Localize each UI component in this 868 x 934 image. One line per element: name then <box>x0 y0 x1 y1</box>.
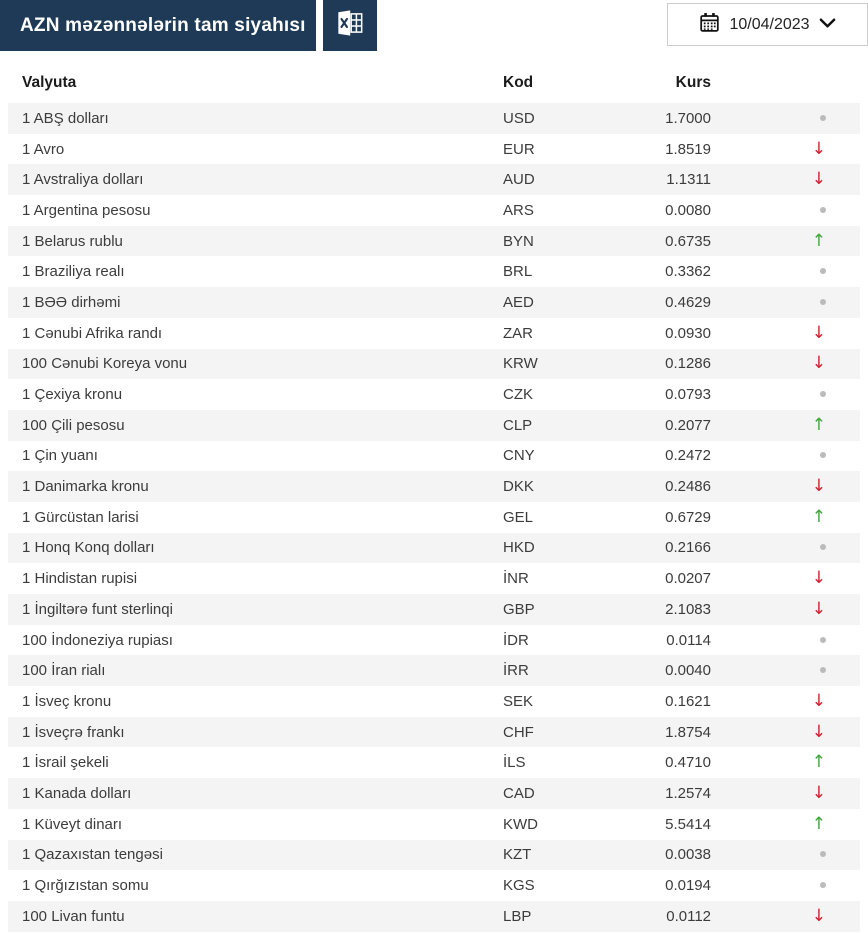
table-row <box>8 226 860 257</box>
table-row <box>8 686 860 717</box>
currency-name: 1 İngiltərə funt sterlinqi <box>22 600 173 618</box>
table-row <box>8 809 860 840</box>
trend-down-icon: ↓ <box>811 169 826 190</box>
currency-code: HKD <box>503 539 535 557</box>
currency-rate: 0.2166 <box>665 539 711 557</box>
currency-name: 1 Braziliya realı <box>22 263 125 281</box>
currency-name: 100 İndoneziya rupiası <box>22 631 173 649</box>
trend-none-icon <box>711 447 860 464</box>
trend-none-icon <box>711 386 860 403</box>
currency-code: ZAR <box>503 324 533 342</box>
table-row <box>8 410 860 441</box>
currency-rate: 1.1311 <box>666 171 711 189</box>
currency-name: 1 Qazaxıstan tengəsi <box>22 846 163 864</box>
table-row <box>8 840 860 871</box>
currency-rate: 1.7000 <box>665 109 711 127</box>
currency-code: CNY <box>503 447 535 465</box>
currency-name: 100 Cənubi Koreya vonu <box>22 355 188 373</box>
table-row <box>8 778 860 809</box>
trend-up-icon: ↑ <box>811 752 826 773</box>
currency-rate: 0.2486 <box>665 478 711 496</box>
currency-name: 1 ABŞ dolları <box>22 109 109 127</box>
table-header-row <box>8 51 860 103</box>
table-row <box>8 502 860 533</box>
currency-name: 1 Küveyt dinarı <box>22 815 123 833</box>
currency-name: 1 Avro <box>22 140 65 158</box>
table-row <box>8 379 860 410</box>
currency-code: İRR <box>503 662 529 680</box>
currency-rate: 0.0793 <box>665 386 711 404</box>
currency-code: AED <box>503 293 534 311</box>
currency-rate: 0.0194 <box>665 877 711 895</box>
currency-code: KRW <box>503 355 538 373</box>
currency-rate: 0.3362 <box>665 263 711 281</box>
currency-code: LBP <box>503 907 532 925</box>
trend-none-icon <box>711 539 860 556</box>
trend-up-icon: ↑ <box>811 506 826 527</box>
table-row <box>8 625 860 656</box>
trend-down-icon: ↓ <box>811 690 826 711</box>
currency-code: AUD <box>503 171 535 189</box>
currency-code: CLP <box>503 416 533 434</box>
currency-rate: 5.5414 <box>665 815 711 833</box>
currency-rate: 1.8519 <box>665 140 711 158</box>
currency-rate: 2.1083 <box>665 600 711 618</box>
trend-down-icon: ↓ <box>811 782 826 803</box>
currency-rate: 0.1621 <box>665 692 711 710</box>
table-row <box>8 594 860 625</box>
trend-none-icon <box>711 632 860 649</box>
chevron-down-icon <box>819 16 836 34</box>
currency-name: 1 İsveçrə frankı <box>22 723 125 741</box>
currency-rate: 0.4710 <box>665 754 711 772</box>
trend-down-icon: ↓ <box>811 598 826 619</box>
table-row <box>8 655 860 686</box>
currency-name: 1 Qırğızıstan somu <box>22 877 149 895</box>
trend-down-icon: ↓ <box>811 905 826 926</box>
column-header-rate: Kurs <box>675 74 711 91</box>
currency-rate: 0.2077 <box>665 416 711 434</box>
currency-name: 1 Gürcüstan larisi <box>22 508 139 526</box>
currency-name: 1 Hindistan rupisi <box>22 570 138 588</box>
column-header-code: Kod <box>503 74 534 91</box>
currency-name: 1 Avstraliya dolları <box>22 171 144 189</box>
date-value: 10/04/2023 <box>729 15 810 33</box>
trend-none-icon <box>711 294 860 311</box>
trend-none-icon <box>711 662 860 679</box>
currency-rate: 1.8754 <box>665 723 711 741</box>
currency-code: BYN <box>503 232 534 250</box>
table-row <box>8 103 860 134</box>
currency-code: GBP <box>503 600 535 618</box>
table-row <box>8 533 860 564</box>
currency-rate: 0.0114 <box>666 631 711 649</box>
currency-name: 1 İsrail şekeli <box>22 754 109 772</box>
currency-rate: 0.2472 <box>665 447 711 465</box>
currency-name: 100 Çili pesosu <box>22 416 125 434</box>
currency-code: CHF <box>503 723 534 741</box>
table-row <box>8 349 860 380</box>
trend-none-icon <box>711 110 860 127</box>
currency-code: İDR <box>503 631 529 649</box>
currency-rate: 0.1286 <box>665 355 711 373</box>
trend-none-icon <box>711 263 860 280</box>
currency-name: 1 Danimarka kronu <box>22 478 149 496</box>
trend-down-icon: ↓ <box>811 138 826 159</box>
currency-name: 100 Livan funtu <box>22 907 125 925</box>
currency-name: 1 İsveç kronu <box>22 692 112 710</box>
table-row <box>8 747 860 778</box>
currency-name: 1 Çin yuanı <box>22 447 98 465</box>
trend-down-icon: ↓ <box>811 721 826 742</box>
trend-none-icon <box>711 846 860 863</box>
trend-none-icon <box>711 202 860 219</box>
trend-down-icon: ↓ <box>811 353 826 374</box>
currency-name: 1 Belarus rublu <box>22 232 123 250</box>
currency-name: 100 İran rialı <box>22 662 106 680</box>
currency-rate: 0.6735 <box>665 232 711 250</box>
excel-icon <box>336 9 364 42</box>
trend-up-icon: ↑ <box>811 414 826 435</box>
calendar-icon <box>699 12 720 38</box>
table-row <box>8 870 860 901</box>
currency-name: 1 Çexiya kronu <box>22 386 123 404</box>
currency-code: ARS <box>503 201 534 219</box>
currency-rate: 0.0040 <box>665 662 711 680</box>
topbar <box>0 0 868 51</box>
currency-name: 1 Kanada dolları <box>22 784 132 802</box>
trend-up-icon: ↑ <box>811 230 826 251</box>
currency-name: 1 Argentina pesosu <box>22 201 151 219</box>
table-row <box>8 256 860 287</box>
currency-code: USD <box>503 109 535 127</box>
currency-code: CZK <box>503 386 533 404</box>
date-picker[interactable] <box>667 3 868 46</box>
table-row <box>8 318 860 349</box>
trend-up-icon: ↑ <box>811 813 826 834</box>
table-row <box>8 563 860 594</box>
table-row <box>8 471 860 502</box>
page-title-bar <box>0 0 316 51</box>
table-row <box>8 134 860 165</box>
currency-name: 1 Honq Konq dolları <box>22 539 155 557</box>
page-title: AZN məzənnələrin tam siyahısı <box>20 14 306 36</box>
currency-code: BRL <box>503 263 533 281</box>
currency-rate: 1.2574 <box>665 784 711 802</box>
excel-export-button[interactable] <box>323 0 377 51</box>
trend-down-icon: ↓ <box>811 476 826 497</box>
currency-code: KWD <box>503 815 538 833</box>
column-header-currency: Valyuta <box>22 74 77 91</box>
currency-rate: 0.0112 <box>666 907 711 925</box>
currency-code: EUR <box>503 140 535 158</box>
currency-code: KZT <box>503 846 532 864</box>
currency-code: KGS <box>503 877 535 895</box>
currency-name: 1 Cənubi Afrika randı <box>22 324 163 342</box>
trend-down-icon: ↓ <box>811 322 826 343</box>
table-row <box>8 164 860 195</box>
currency-rate: 0.6729 <box>665 508 711 526</box>
currency-rate: 0.0038 <box>665 846 711 864</box>
currency-rate: 0.0207 <box>665 570 711 588</box>
trend-down-icon: ↓ <box>811 568 826 589</box>
rates-table-body <box>8 103 860 932</box>
trend-none-icon <box>711 877 860 894</box>
currency-name: 1 BƏƏ dirhəmi <box>22 293 121 311</box>
currency-code: DKK <box>503 478 534 496</box>
table-row <box>8 195 860 226</box>
currency-rate: 0.0080 <box>665 201 711 219</box>
currency-code: İLS <box>503 754 526 772</box>
currency-rate: 0.0930 <box>665 324 711 342</box>
table-row <box>8 441 860 472</box>
rates-table <box>8 51 860 932</box>
currency-code: CAD <box>503 784 535 802</box>
table-row <box>8 901 860 932</box>
table-row <box>8 287 860 318</box>
currency-code: SEK <box>503 692 534 710</box>
currency-code: İNR <box>503 570 529 588</box>
currency-code: GEL <box>503 508 534 526</box>
table-row <box>8 717 860 748</box>
currency-rate: 0.4629 <box>665 293 711 311</box>
